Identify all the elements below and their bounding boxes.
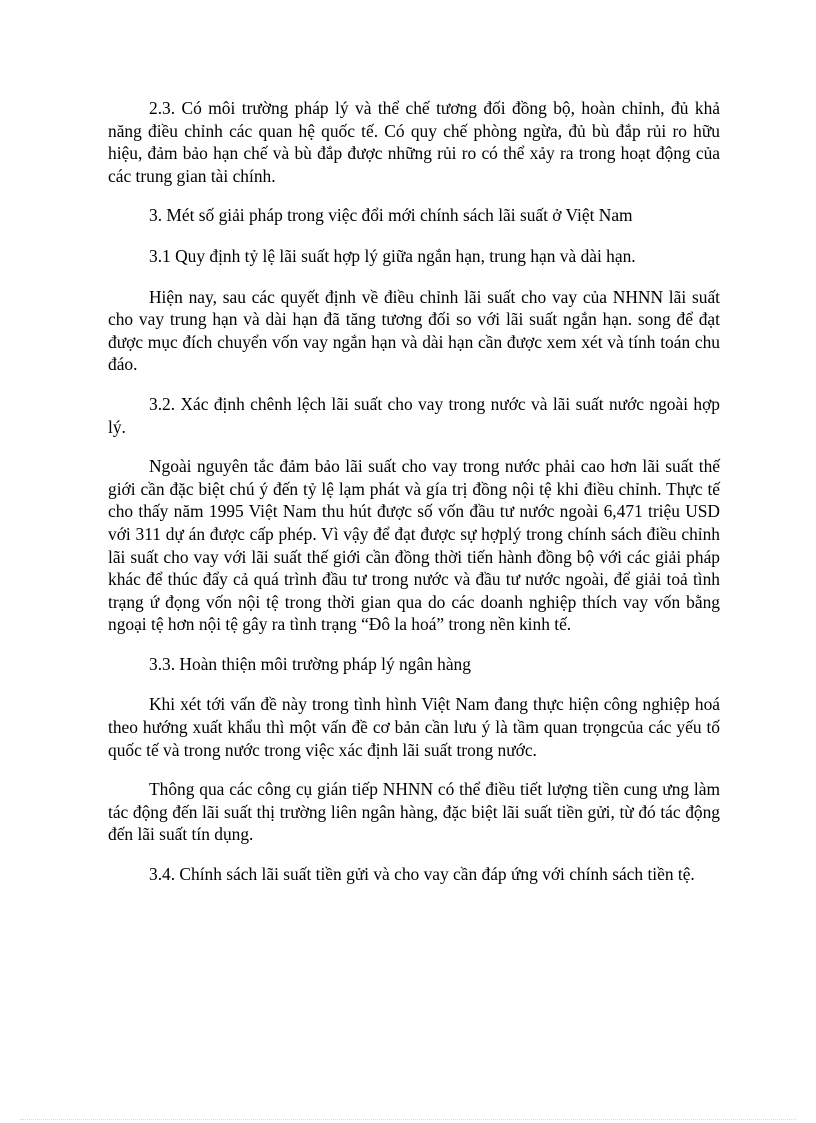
subsection-heading-3-3: 3.3. Hoàn thiện môi trường pháp lý ngân hàng [149,653,471,674]
paragraph-2-3: 2.3. Có môi trường pháp lý và thể chế tương đối đồng bộ, hoàn chỉnh, đủ khả năng điều chỉnh các quan hệ quốc tế. Có quy chế phòng ngừa, đủ bù đắp rủi ro hữu hiệu, đảm bảo hạn chế và bù đắp được những rủi ro có thể xảy ra trong hoạt động của các trung gian tài chính. [108,98,720,186]
subsection-heading-3-1: 3.1 Quy định tỷ lệ lãi suất hợp lý giữa ngắn hạn, trung hạn và dài hạn. [149,245,636,266]
paragraph-3-3-body-2: Thông qua các công cụ gián tiếp NHNN có thể điều tiết lượng tiền cung ưng làm tác động đến lãi suất thị trường liên ngân hàng, đặc biệt lãi suất tiền gửi, từ đó tác động đến lãi suất tín dụng. [108,779,720,845]
subsection-heading-3-2: 3.2. Xác định chênh lệch lãi suất cho vay trong nước và lãi suất nước ngoài hợp lý. [108,393,720,437]
section-heading-3: 3. Mét số giải pháp trong việc đổi mới chính sách lãi suất ở Việt Nam [149,205,633,226]
page-bottom-divider [20,1119,796,1120]
document-body [108,97,720,903]
subsection-heading-3-4: 3.4. Chính sách lãi suất tiền gửi và cho vay cần đáp ứng với chính sách tiền tệ. [149,864,695,885]
paragraph-3-2-body: Ngoài nguyên tắc đảm bảo lãi suất cho vay trong nước phải cao hơn lãi suất thế giới cần đặc biệt chú ý đến tỷ lệ lạm phát và gía trị đồng nội tệ khi điều chỉnh. Thực tế cho thấy năm 1995 Việt Nam thu hút được số vốn đầu tư nước ngoài 6,471 triệu USD với 311 dự án được cấp phép. Vì vậy để đạt được sự hợplý trong chính sách điều chỉnh lãi suất cho vay với lãi suất thế giới cần đồng thời tiến hành đồng bộ với các giải pháp khác để thúc đẩy cả quá trình đầu tư trong nước và đầu tư nước ngoài, để giải toả tình trạng ứ đọng vốn nội tệ trong thời gian qua do các doanh nghiệp thích vay vốn bằng ngoại tệ hơn nội tệ gây ra tình trạng “Đô la hoá” trong nền kinh tế. [108,456,720,635]
paragraph-3-3-body: Khi xét tới vấn đề này trong tình hình Việt Nam đang thực hiện công nghiệp hoá theo hướng xuất khẩu thì một vấn đề cơ bản cần lưu ý là tầm quan trọngcủa các yếu tố quốc tế và trong nước trong việc xác định lãi suất trong nước. [108,694,720,760]
paragraph-3-1-body: Hiện nay, sau các quyết định về điều chỉnh lãi suất cho vay của NHNN lãi suất cho vay trung hạn và dài hạn đã tăng tương đối so với lãi suất ngắn hạn. song để đạt được mục đích chuyển vốn vay ngắn hạn và dài hạn cần được xem xét và tính toán chu đáo. [108,286,720,375]
